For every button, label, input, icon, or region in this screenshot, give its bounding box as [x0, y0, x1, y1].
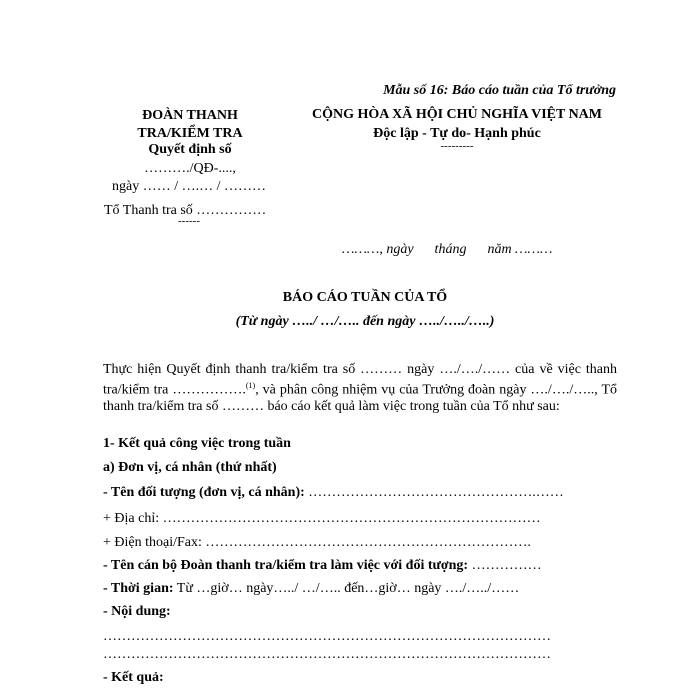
intro-text-part2: , và phân công nhiệm vụ của Trưởng đoàn ngày …./…./….., Tổ thanh tra/kiểm tra số ……… báo cáo kết quả làm việc trong tuần của Tổ như sau:	[103, 382, 617, 414]
time-row	[103, 581, 519, 597]
time-value: Từ …giờ… ngày…../ …/….. đến…giờ… ngày …./…../……	[173, 581, 520, 596]
national-motto: Độc lập - Tự do- Hạnh phúc	[373, 126, 541, 141]
officer-blank: ……………	[468, 558, 542, 573]
section-1-heading: 1- Kết quả công việc trong tuần	[103, 436, 291, 451]
org-name	[105, 107, 275, 143]
content-blank-line-1: ……………………………………………………………………………………	[103, 629, 551, 644]
place-date: ………, ngày tháng năm ………	[342, 242, 553, 257]
report-period: (Từ ngày …../ …/….. đến ngày …../…../…..)	[235, 314, 495, 329]
decision-number: ………./QĐ-....,	[144, 161, 236, 176]
time-label: - Thời gian:	[103, 581, 174, 596]
subject-label: - Tên đối tượng (đơn vị, cá nhân):	[103, 485, 305, 500]
left-divider: ------	[178, 215, 200, 227]
content-blank-line-2: ……………………………………………………………………………………	[103, 647, 551, 662]
subject-row	[103, 485, 564, 501]
intro-paragraph	[103, 362, 617, 415]
team-number: Tổ Thanh tra số ……………	[104, 203, 267, 218]
section-a-heading: a) Đơn vị, cá nhân (thứ nhất)	[103, 460, 277, 475]
decision-label: Quyết định số	[148, 142, 232, 157]
report-title: BÁO CÁO TUẦN CỦA TỔ	[282, 290, 448, 305]
content-label: - Nội dung:	[103, 604, 171, 619]
subject-blank: ………………………………………….……	[304, 485, 564, 500]
officer-row	[103, 558, 542, 574]
org-line-1: ĐOÀN THANH	[142, 108, 238, 123]
intro-text-part1: Thực hiện Quyết định thanh tra/kiểm tra số ……… ngày …./…./…… của về việc thanh tra/kiểm tra …………….	[103, 362, 617, 398]
footnote-ref-1: (1)	[245, 381, 256, 390]
result-label: - Kết quả:	[103, 670, 164, 685]
phone-row: + Điện thoại/Fax: …………………………………………………………….	[103, 535, 531, 550]
form-label: Mẫu số 16: Báo cáo tuần của Tổ trưởng	[383, 83, 616, 98]
country-name: CỘNG HÒA XÃ HỘI CHỦ NGHĨA VIỆT NAM	[311, 107, 602, 122]
decision-date: ngày …… / ….… / ………	[112, 179, 266, 194]
address-row: + Địa chỉ: ………………………………………………………………………	[103, 511, 541, 526]
officer-label: - Tên cán bộ Đoàn thanh tra/kiểm tra làm việc với đối tượng:	[103, 558, 469, 573]
right-divider: ---------	[440, 140, 474, 152]
org-line-2: TRA/KIỂM TRA	[137, 126, 243, 141]
